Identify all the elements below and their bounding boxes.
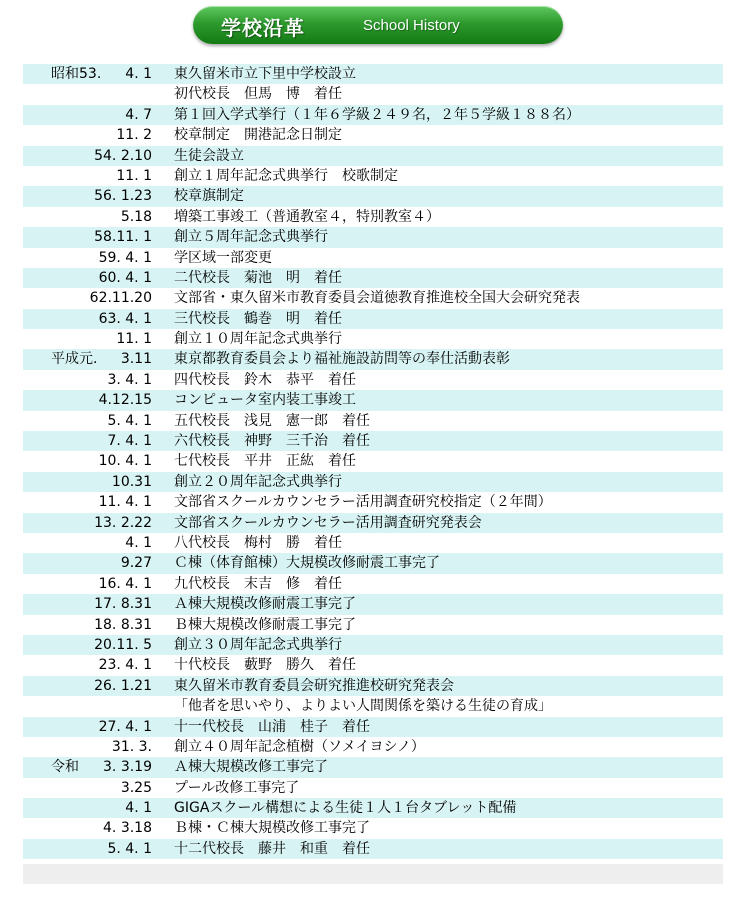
date-cell: 4. 1	[125, 66, 152, 82]
history-row	[23, 472, 723, 492]
era-label: 平成元.	[51, 351, 98, 368]
era-label: 昭和53.	[51, 66, 102, 82]
history-row	[23, 676, 723, 696]
date-cell: 63. 4. 1	[98, 310, 152, 327]
date-cell: 7. 4. 1	[107, 433, 152, 450]
history-row	[23, 248, 723, 268]
history-row	[23, 553, 723, 573]
event-text: 五代校長 浅見 憲一郎 着任	[174, 412, 370, 429]
event-text: 創立３０周年記念式典挙行	[174, 636, 342, 653]
history-row	[23, 717, 723, 737]
date-cell: 10.31	[111, 473, 152, 490]
date-cell: 23. 4. 1	[98, 657, 152, 674]
history-row	[23, 146, 723, 166]
history-table	[23, 64, 723, 859]
event-text: 創立１周年記念式典挙行 校歌制定	[174, 167, 398, 184]
history-row	[23, 268, 723, 288]
date-cell: 26. 1.21	[94, 677, 152, 694]
history-row	[23, 492, 723, 512]
history-row	[23, 451, 723, 471]
event-text: Ａ棟大規模改修工事完了	[174, 759, 328, 776]
date-cell: 58.11. 1	[94, 229, 152, 246]
history-row	[23, 288, 723, 308]
era-label: 令和	[51, 759, 79, 776]
date-cell: 3. 3.19	[103, 759, 152, 776]
date-cell: 3. 4. 1	[107, 371, 152, 388]
event-text: 第１回入学式挙行（１年６学級２４９名，２年５学級１８８名）	[174, 106, 580, 123]
event-text: 創立２０周年記念式典挙行	[174, 473, 342, 490]
date-cell: 20.11. 5	[94, 636, 152, 653]
event-text: 「他者を思いやり、よりよい人間関係を築ける生徒の育成」	[174, 698, 552, 715]
date-cell: 16. 4. 1	[98, 575, 152, 592]
event-text: 学区域一部変更	[174, 249, 272, 266]
history-row	[23, 186, 723, 206]
date-cell: 3.25	[120, 779, 152, 796]
event-text: Ｃ棟（体育館棟）大規模改修耐震工事完了	[174, 555, 440, 572]
history-row	[23, 370, 723, 390]
history-row	[23, 818, 723, 838]
date-cell: 11. 1	[116, 167, 152, 184]
event-text: 初代校長 但馬 博 着任	[174, 86, 342, 103]
event-text: 校章制定 開港記念日制定	[174, 127, 342, 144]
history-row	[23, 615, 723, 635]
date-cell: 62.11.20	[89, 290, 152, 307]
history-row	[23, 757, 723, 777]
event-text: 創立５周年記念式典挙行	[174, 229, 328, 246]
event-text: 十二代校長 藤井 和重 着任	[174, 840, 370, 857]
event-text: 生徒会設立	[174, 147, 244, 164]
event-text: 東久留米市立下里中学校設立	[174, 66, 356, 82]
page-title: 学校沿革	[221, 16, 305, 40]
date-cell: 3.11	[120, 351, 152, 368]
history-row	[23, 166, 723, 186]
date-cell: 13. 2.22	[94, 514, 152, 531]
event-text: Ｂ棟大規模改修耐震工事完了	[174, 616, 356, 633]
date-cell: 11. 2	[116, 127, 152, 144]
history-row	[23, 227, 723, 247]
history-row	[23, 778, 723, 798]
event-text: Ａ棟大規模改修耐震工事完了	[174, 596, 356, 613]
history-row	[23, 411, 723, 431]
history-row	[23, 839, 723, 859]
history-row	[23, 635, 723, 655]
event-text: 創立４０周年記念植樹（ソメイヨシノ）	[174, 738, 425, 755]
event-text: 文部省スクールカウンセラー活用調査研究校指定（２年間）	[174, 494, 552, 511]
event-text: 東久留米市教育委員会研究推進校研究発表会	[174, 677, 454, 694]
date-cell: 60. 4. 1	[98, 269, 152, 286]
history-row	[23, 737, 723, 757]
date-cell: 56. 1.23	[94, 188, 152, 205]
event-text: Ｂ棟・Ｃ棟大規模改修工事完了	[174, 820, 370, 837]
date-cell: 9.27	[120, 555, 152, 572]
history-row	[23, 64, 723, 84]
event-text: 九代校長 末吉 修 着任	[174, 575, 342, 592]
event-text: 十代校長 藪野 勝久 着任	[174, 657, 356, 674]
date-cell: 4. 7	[125, 106, 152, 123]
date-cell: 17. 8.31	[94, 596, 152, 613]
event-text: 二代校長 菊池 明 着任	[174, 269, 342, 286]
event-text: 七代校長 平井 正紘 着任	[174, 453, 356, 470]
date-cell: 11. 4. 1	[98, 494, 152, 511]
history-row	[23, 513, 723, 533]
history-row	[23, 349, 723, 369]
history-row	[23, 655, 723, 675]
event-text: 八代校長 梅村 勝 着任	[174, 534, 342, 551]
event-text: 校章旗制定	[174, 188, 244, 205]
event-text: 六代校長 神野 三千治 着任	[174, 433, 370, 450]
date-cell: 10. 4. 1	[98, 453, 152, 470]
event-text: 創立１０周年記念式典挙行	[174, 331, 342, 348]
event-text: 増築工事竣工（普通教室４，特別教室４）	[174, 208, 440, 225]
page-subtitle: School History	[363, 17, 460, 34]
date-cell: 4.12.15	[98, 392, 152, 409]
history-row	[23, 574, 723, 594]
date-cell: 27. 4. 1	[98, 718, 152, 735]
history-row	[23, 431, 723, 451]
history-row	[23, 105, 723, 125]
date-cell: 11. 1	[116, 331, 152, 348]
event-text: 東京都教育委員会より福祉施設訪問等の奉仕活動表彰	[174, 351, 510, 368]
history-row	[23, 798, 723, 818]
date-cell: 18. 8.31	[94, 616, 152, 633]
history-row	[23, 309, 723, 329]
event-text: 文部省・東久留米市教育委員会道徳教育推進校全国大会研究発表	[174, 290, 580, 307]
date-cell: 4. 3.18	[103, 820, 152, 837]
table-footer	[23, 864, 723, 884]
event-text: 三代校長 鶴巻 明 着任	[174, 310, 342, 327]
date-cell: 5. 4. 1	[107, 840, 152, 857]
event-text: プール改修工事完了	[174, 779, 300, 796]
date-cell: 59. 4. 1	[98, 249, 152, 266]
history-row	[23, 125, 723, 145]
event-text: 十一代校長 山浦 桂子 着任	[174, 718, 370, 735]
date-cell: 5. 4. 1	[107, 412, 152, 429]
history-row	[23, 84, 723, 104]
event-text: GIGAスクール構想による生徒１人１台タブレット配備	[174, 800, 517, 817]
title-banner	[193, 6, 563, 44]
date-cell: 5.18	[120, 208, 152, 225]
history-row	[23, 390, 723, 410]
date-cell: 31. 3.	[111, 738, 152, 755]
event-text: コンピュータ室内装工事竣工	[174, 392, 356, 409]
event-text: 四代校長 鈴木 恭平 着任	[174, 371, 356, 388]
history-row	[23, 533, 723, 553]
event-text: 文部省スクールカウンセラー活用調査研究発表会	[174, 514, 482, 531]
history-row	[23, 329, 723, 349]
history-row	[23, 594, 723, 614]
history-row	[23, 696, 723, 716]
date-cell: 4. 1	[125, 534, 152, 551]
date-cell: 4. 1	[125, 800, 152, 817]
history-row	[23, 207, 723, 227]
date-cell: 54. 2.10	[94, 147, 152, 164]
